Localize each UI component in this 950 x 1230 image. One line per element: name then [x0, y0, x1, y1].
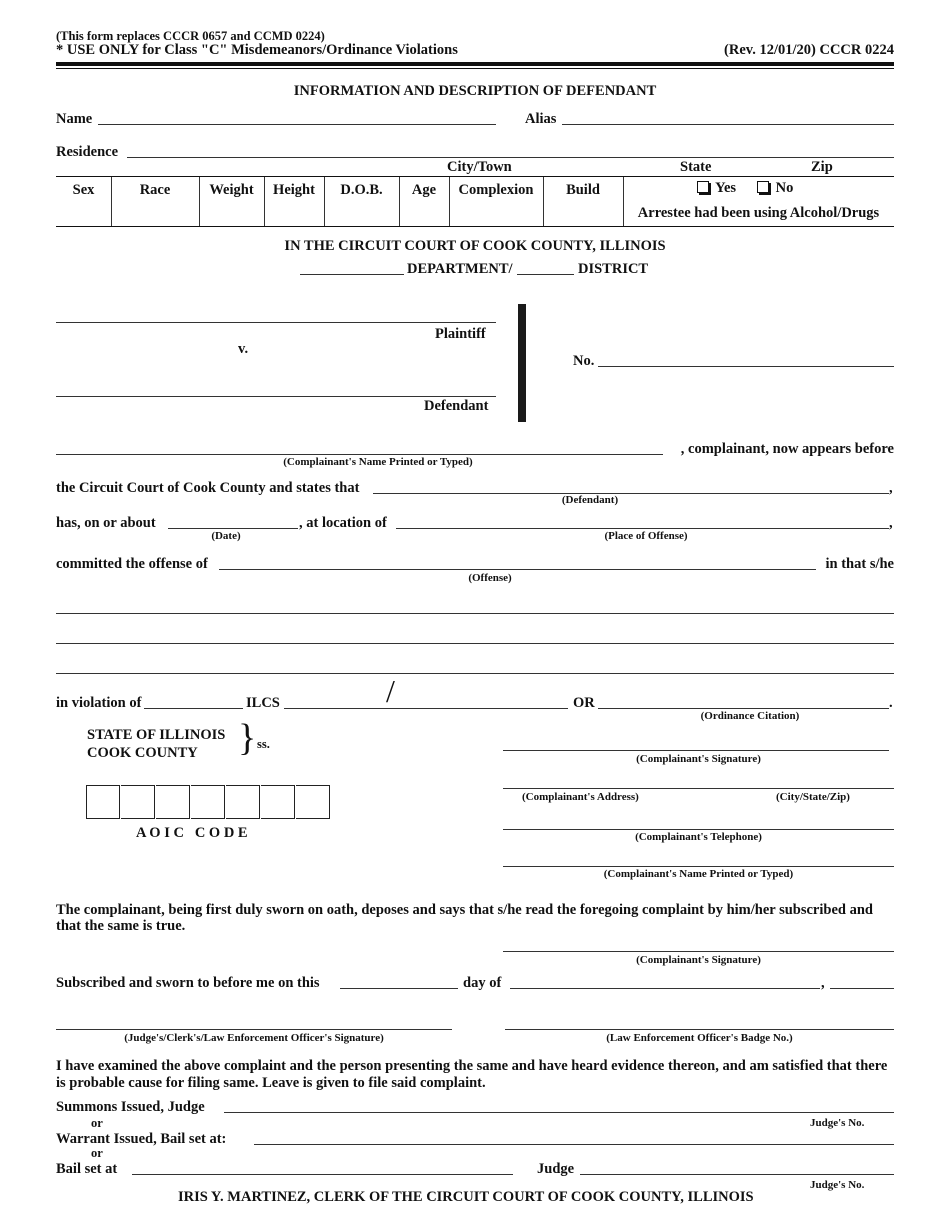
comma: , [889, 515, 893, 531]
replaces-note: (This form replaces CCCR 0657 and CCMD 0224) [56, 29, 325, 43]
comma: , [821, 975, 825, 991]
residence-field[interactable] [127, 157, 894, 158]
court-title: IN THE CIRCUIT COURT OF COOK COUNTY, ILLINOIS [284, 238, 666, 254]
complainant-address-field[interactable] [503, 788, 894, 789]
state-name: STATE OF ILLINOIS [87, 727, 226, 743]
ilcs-text: ILCS [246, 695, 280, 711]
or-text: OR [573, 695, 595, 711]
judge-label: Judge [537, 1161, 575, 1177]
on-about-text: has, on or about [56, 515, 156, 531]
aoic-code-box[interactable] [261, 785, 295, 819]
plaintiff-field[interactable] [56, 322, 496, 323]
aoic-code-box[interactable] [296, 785, 330, 819]
revision-number: (Rev. 12/01/20) CCCR 0224 [724, 42, 894, 58]
section-title: INFORMATION AND DESCRIPTION OF DEFENDANT [293, 83, 657, 99]
yes-label: Yes [715, 180, 737, 196]
judge-signature-caption: (Judge's/Clerk's/Law Enforcement Officer's Signature) [124, 1032, 384, 1044]
yes-checkbox[interactable] [697, 180, 736, 197]
alias-field[interactable] [562, 124, 894, 125]
appears-text: , complainant, now appears before [680, 441, 894, 457]
table-top-border [56, 176, 894, 177]
bail-label: Bail set at [56, 1161, 118, 1177]
printed-name-caption: (Complainant's Name Printed or Typed) [603, 868, 794, 880]
checkbox-icon [757, 181, 769, 193]
chapter-field[interactable] [144, 708, 243, 709]
or-label: or [91, 1116, 103, 1130]
period: . [889, 695, 893, 711]
state-label: State [680, 159, 712, 175]
clerk-footer: IRIS Y. MARTINEZ, CLERK OF THE CIRCUIT COURT OF COOK COUNTY, ILLINOIS [178, 1189, 754, 1205]
in-that-text: in that s/he [825, 556, 894, 572]
date-caption: (Date) [211, 530, 241, 542]
col-weight: Weight [209, 182, 254, 198]
table-bottom-border [56, 226, 894, 227]
alcohol-label: Arrestee had been using Alcohol/Drugs [637, 205, 880, 221]
header-rule [56, 62, 894, 66]
col-sex: Sex [72, 182, 95, 198]
bail-amount-field[interactable] [132, 1174, 513, 1175]
aoic-code-box[interactable] [226, 785, 260, 819]
summons-judge-field[interactable] [224, 1112, 894, 1113]
city-label: City/Town [447, 159, 512, 175]
summons-label: Summons Issued, Judge [56, 1099, 205, 1115]
name-field[interactable] [98, 124, 496, 125]
col-dob: D.O.B. [340, 182, 383, 198]
zip-label: Zip [811, 159, 833, 175]
residence-label: Residence [56, 144, 119, 160]
complainant-signature-caption: (Complainant's Signature) [636, 753, 761, 765]
aoic-code-box[interactable] [121, 785, 155, 819]
description-line[interactable] [56, 673, 894, 674]
offense-field[interactable] [219, 569, 816, 570]
ilcs-slash: / [386, 673, 395, 709]
aoic-code-box[interactable] [156, 785, 190, 819]
ss-label: ss. [257, 737, 270, 751]
aoic-code-box[interactable] [86, 785, 120, 819]
place-caption: (Place of Offense) [604, 530, 688, 542]
col-complexion: Complexion [458, 182, 534, 198]
offense-caption: (Offense) [468, 572, 512, 584]
judge-signature-field[interactable] [56, 1029, 452, 1030]
col-age: Age [411, 182, 437, 198]
or-label: or [91, 1146, 103, 1160]
telephone-caption: (Complainant's Telephone) [635, 831, 762, 843]
ordinance-field[interactable] [598, 708, 889, 709]
department-field[interactable] [300, 274, 404, 275]
year-field[interactable] [830, 988, 894, 989]
complainant-name-field[interactable] [56, 454, 663, 455]
judge-number-label: Judge's No. [810, 1117, 865, 1129]
col-race: Race [139, 182, 171, 198]
month-field[interactable] [510, 988, 820, 989]
judge-number-label: Judge's No. [810, 1179, 865, 1191]
complainant-signature-field[interactable] [503, 750, 889, 751]
section-field[interactable] [284, 708, 568, 709]
subscribed-text: Subscribed and sworn to before me on this [56, 975, 320, 991]
violation-text: in violation of [56, 695, 142, 711]
city-state-zip-caption: (City/State/Zip) [776, 791, 850, 803]
address-caption: (Complainant's Address) [522, 791, 639, 803]
badge-caption: (Law Enforcement Officer's Badge No.) [606, 1032, 793, 1044]
day-of-text: day of [463, 975, 502, 991]
case-number-label: No. [573, 353, 595, 369]
warrant-bail-field[interactable] [254, 1144, 894, 1145]
district-field[interactable] [517, 274, 574, 275]
alias-label: Alias [525, 111, 557, 127]
offense-text: committed the offense of [56, 556, 208, 572]
day-field[interactable] [340, 988, 458, 989]
defendant-caption: (Defendant) [561, 494, 619, 506]
col-build: Build [566, 182, 600, 198]
description-line[interactable] [56, 613, 894, 614]
no-checkbox[interactable] [757, 180, 793, 197]
oath-signature-field[interactable] [503, 951, 894, 952]
ss-brace: } [238, 717, 257, 759]
probable-cause-text: I have examined the above complaint and the person presenting the same and have heard evidence thereon, and am satisfied that there is probable cause for filing same. Leave is given to file said complaint. [56, 1058, 888, 1091]
states-text: the Circuit Court of Cook County and states that [56, 480, 360, 496]
plaintiff-label: Plaintiff [435, 326, 486, 342]
defendant-label: Defendant [424, 398, 489, 414]
warrant-label: Warrant Issued, Bail set at: [56, 1131, 227, 1147]
description-line[interactable] [56, 643, 894, 644]
class-note: * USE ONLY for Class "C" Misdemeanors/Ordinance Violations [56, 42, 458, 58]
aoic-label: A O I C C O D E [136, 825, 248, 841]
place-field[interactable] [396, 528, 889, 529]
versus: v. [238, 341, 249, 357]
name-label: Name [56, 111, 93, 127]
caption-divider [518, 304, 526, 422]
checkbox-icon [697, 181, 709, 193]
date-field[interactable] [168, 528, 298, 529]
oath-text: The complainant, being first duly sworn on oath, deposes and says that s/he read the foregoing complaint by him/her subscribed and that the same is true. [56, 902, 873, 934]
badge-field[interactable] [505, 1029, 894, 1030]
header-rule-thin [56, 68, 894, 69]
col-height: Height [273, 182, 315, 198]
defendant-field[interactable] [56, 396, 496, 397]
ordinance-caption: (Ordinance Citation) [700, 710, 800, 722]
complainant-name-caption: (Complainant's Name Printed or Typed) [283, 456, 473, 468]
complainant-telephone-field[interactable] [503, 829, 894, 830]
bail-judge-field[interactable] [580, 1174, 894, 1175]
aoic-code-box[interactable] [191, 785, 225, 819]
department-label: DEPARTMENT/ [407, 261, 513, 277]
comma: , [889, 480, 893, 496]
county-name: COOK COUNTY [87, 745, 198, 761]
at-location-text: , at location of [299, 515, 387, 531]
oath-signature-caption: (Complainant's Signature) [636, 954, 761, 966]
case-number-field[interactable] [598, 366, 894, 367]
district-label: DISTRICT [578, 261, 649, 277]
complainant-printed-name-field[interactable] [503, 866, 894, 867]
no-label: No [775, 180, 794, 196]
